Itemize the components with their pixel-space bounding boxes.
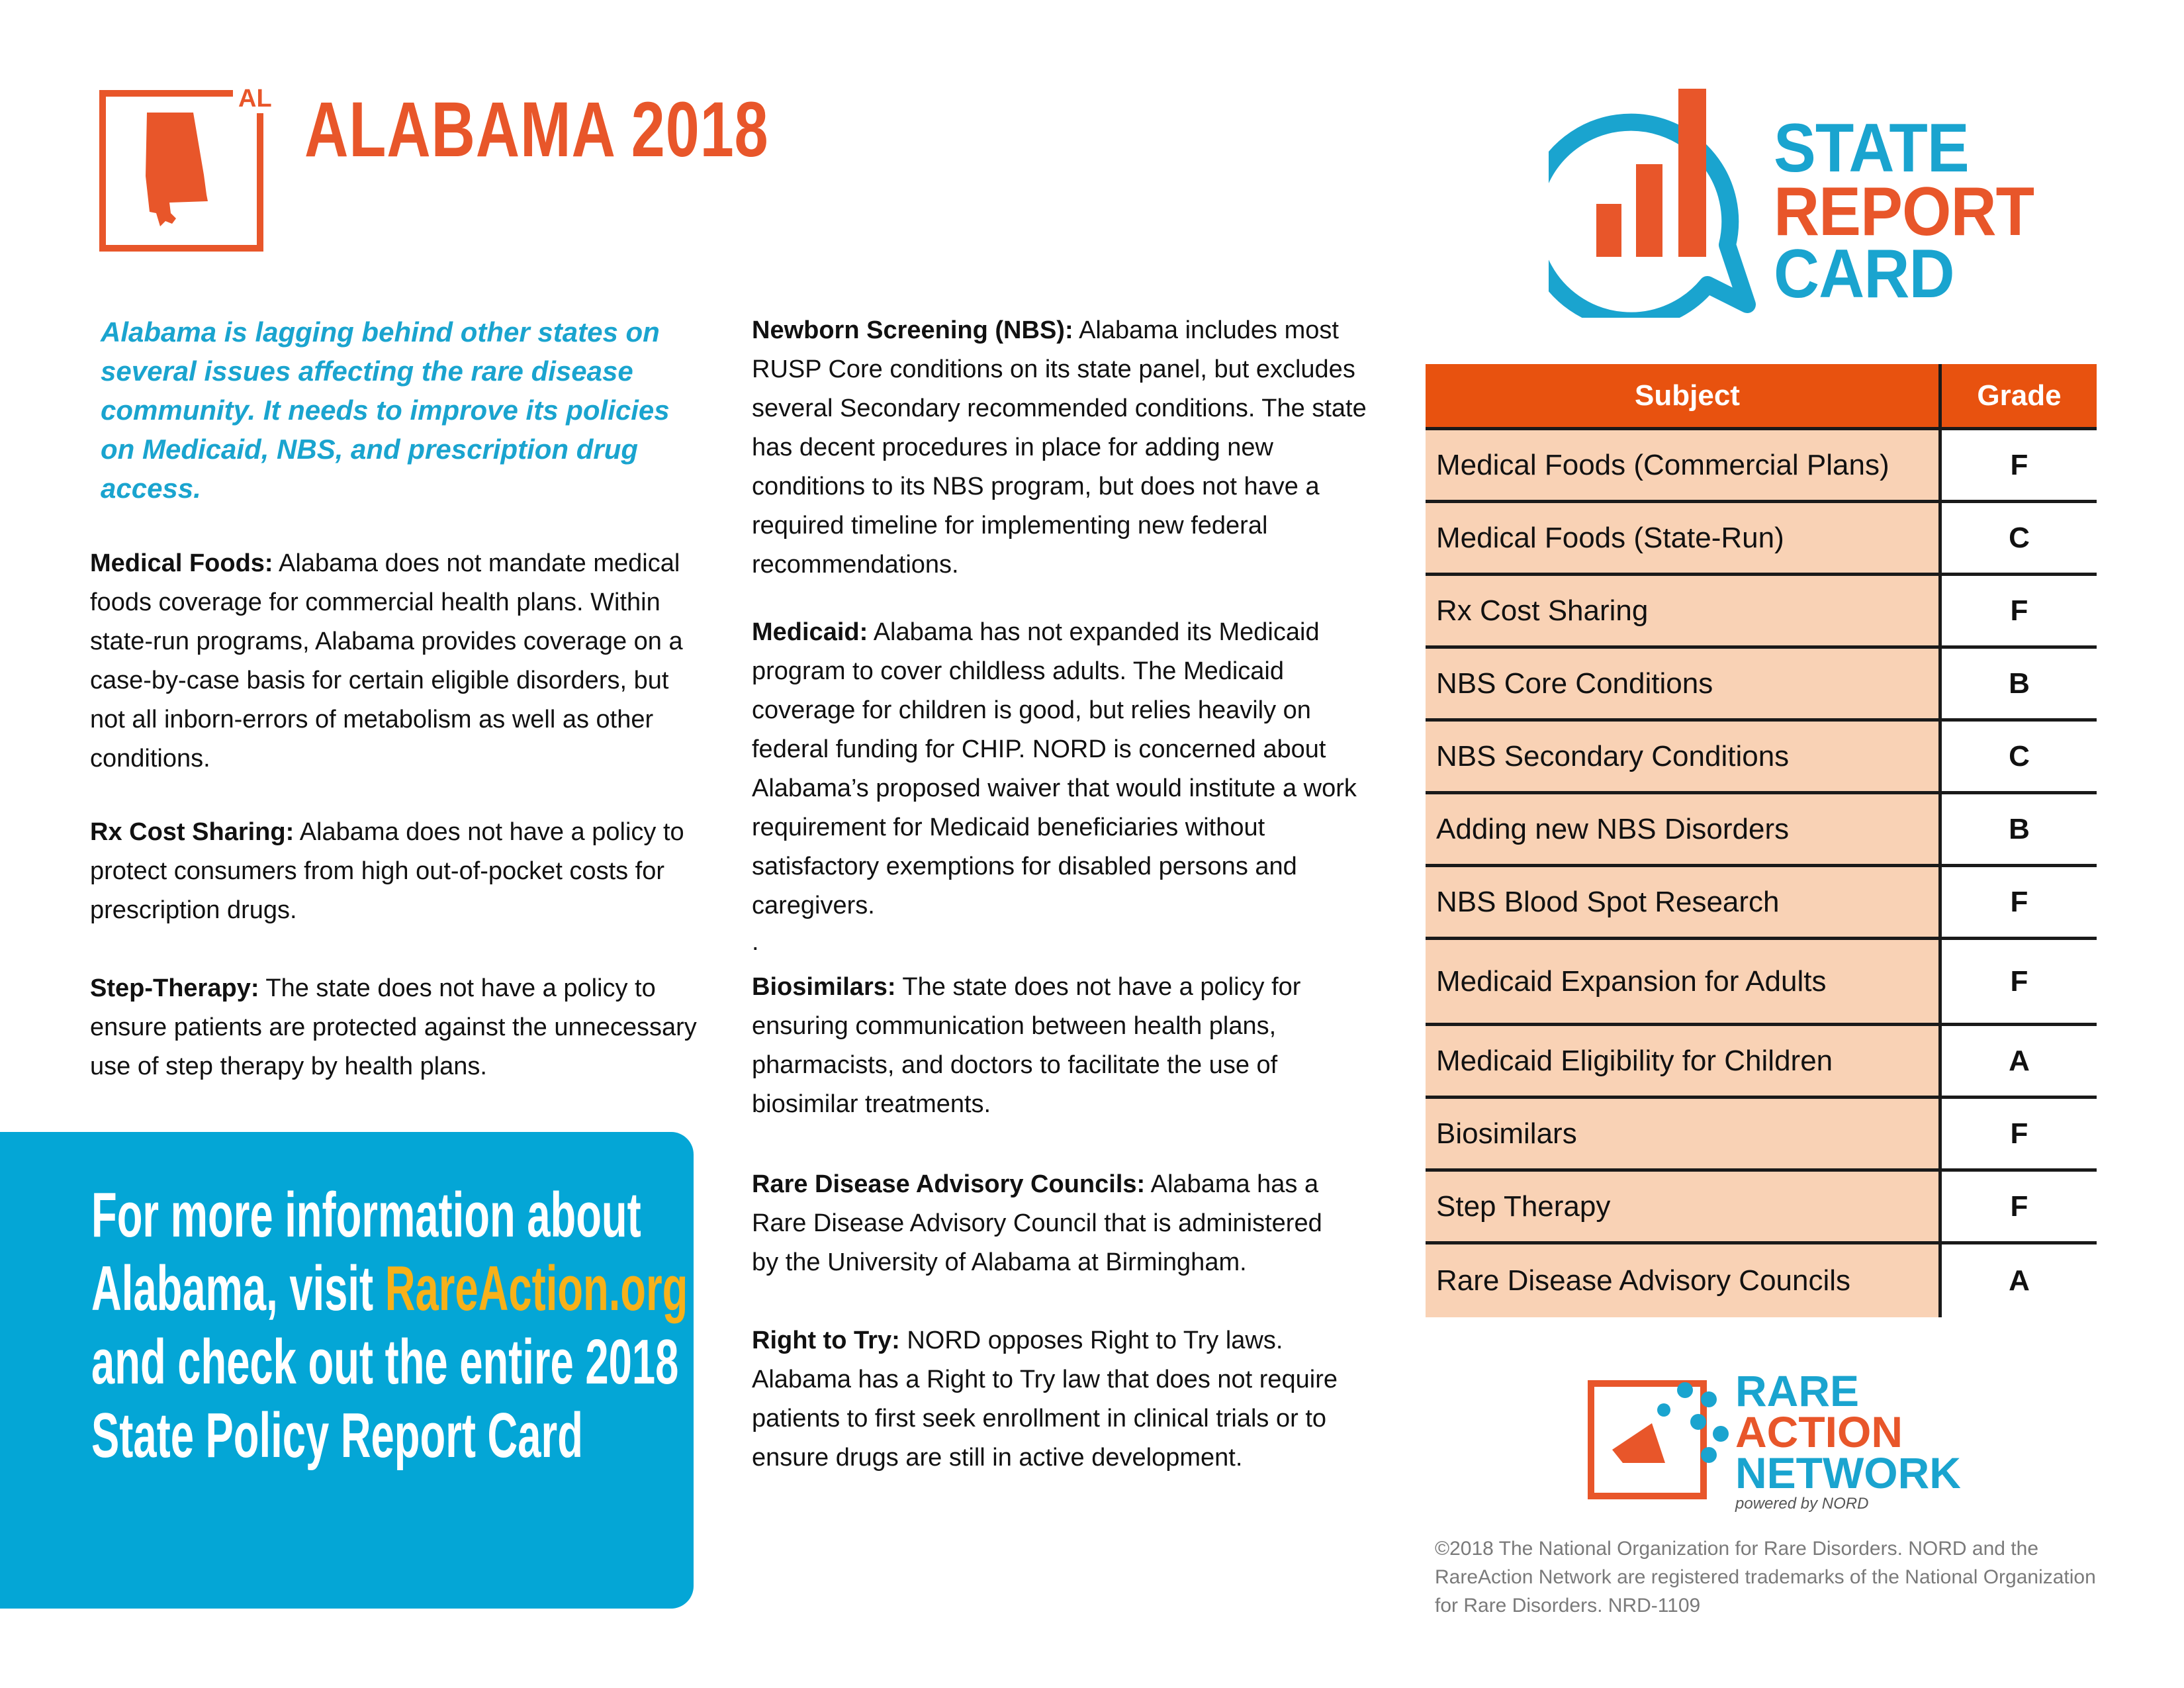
section-heading: Newborn Screening (NBS): — [752, 316, 1073, 344]
row-grade: F — [1938, 576, 2097, 645]
table-row — [1426, 722, 2097, 794]
row-grade: F — [1938, 1172, 2097, 1241]
rare-logo-word-network: NETWORK — [1735, 1448, 1961, 1497]
row-subject: Step Therapy — [1426, 1172, 1938, 1241]
section-heading: Medical Foods: — [90, 549, 273, 577]
table-row — [1426, 649, 2097, 722]
row-grade: A — [1938, 1026, 2097, 1096]
row-grade: F — [1938, 940, 2097, 1023]
section-right-to-try — [752, 1321, 1374, 1477]
section-medical-foods — [90, 544, 699, 778]
state-report-card-logo — [1549, 86, 2065, 318]
info-text-after: and check out the entire 2018 State Policy Report Card — [91, 1327, 679, 1471]
row-subject: NBS Core Conditions — [1426, 649, 1938, 718]
column-header-grade: Grade — [1938, 364, 2097, 427]
table-row — [1426, 867, 2097, 940]
row-subject: Medical Foods (Commercial Plans) — [1426, 430, 1938, 500]
table-header-row — [1426, 364, 2097, 430]
section-heading: Rx Cost Sharing: — [90, 818, 295, 846]
row-grade: F — [1938, 430, 2097, 500]
grade-table — [1426, 364, 2097, 1317]
row-subject: Biosimilars — [1426, 1099, 1938, 1168]
row-subject: NBS Secondary Conditions — [1426, 722, 1938, 791]
state-abbreviation: AL — [233, 85, 277, 113]
copyright-notice: ©2018 The National Organization for Rare Disorders. NORD and the RareAction Network are registered trademarks of the National Organization for Rare Disorders. NRD-1109 — [1435, 1538, 2096, 1617]
row-grade: F — [1938, 867, 2097, 937]
logo-word-state: STATE — [1774, 110, 1969, 187]
row-subject: Rare Disease Advisory Councils — [1426, 1244, 1938, 1317]
row-subject: Medicaid Eligibility for Children — [1426, 1026, 1938, 1096]
row-subject: NBS Blood Spot Research — [1426, 867, 1938, 937]
section-body: NORD opposes Right to Try laws. Alabama has a Right to Try law that does not require patients to first seek enrollment in clinical trials or to ensure drugs are still in active development. — [752, 1327, 1338, 1472]
alabama-map-icon — [106, 97, 257, 245]
section-heading: Medicaid: — [752, 618, 868, 646]
table-row — [1426, 1026, 2097, 1099]
column-header-subject: Subject — [1426, 364, 1938, 427]
row-grade: A — [1938, 1244, 2097, 1317]
section-body: Alabama does not mandate medical foods coverage for commercial health plans. Within state-run programs, Alabama provides coverage on a case-by-case basis for certain eligible disorders, but not all inborn-errors of metabolism as well as other conditions. — [90, 549, 683, 773]
section-body: Alabama does not have a policy to protect consumers from high out-of-pocket costs for prescription drugs. — [90, 818, 684, 924]
row-grade: B — [1938, 649, 2097, 718]
stray-dot: . — [752, 928, 759, 956]
page-title: ALABAMA 2018 — [304, 86, 769, 173]
table-row — [1426, 1099, 2097, 1172]
powered-by-nord: powered by NORD — [1735, 1495, 1869, 1513]
section-medicaid — [752, 613, 1374, 925]
row-grade: F — [1938, 1099, 2097, 1168]
section-body: Alabama has a Rare Disease Advisory Council that is administered by the University of Alabama at Birmingham. — [752, 1170, 1322, 1276]
section-body: The state does not have a policy for ensuring communication between health plans, pharmacists, and doctors to facilitate the use of biosimilar treatments. — [752, 973, 1301, 1118]
section-body: Alabama has not expanded its Medicaid program to cover childless adults. The Medicaid coverage for children is good, but relies heavily on federal funding for CHIP. NORD is concerned about Alabama’s proposed waiver that would institute a work requirement for Medicaid beneficiaries without satisfactory exemptions for disabled persons and caregivers. — [752, 618, 1357, 919]
section-rare-disease-advisory-councils — [752, 1165, 1347, 1282]
table-row — [1426, 1172, 2097, 1244]
row-subject: Medical Foods (State-Run) — [1426, 503, 1938, 573]
section-body: Alabama includes most RUSP Core conditions on its state panel, but excludes several Secondary recommended conditions. The state has decent procedures in place for adding new conditions to its NBS program, but does not have a required timeline for implementing new federal recommendations. — [752, 316, 1367, 579]
logo-word-report: REPORT — [1774, 173, 2034, 250]
row-grade: B — [1938, 794, 2097, 864]
row-subject: Rx Cost Sharing — [1426, 576, 1938, 645]
section-heading: Right to Try: — [752, 1327, 900, 1354]
logo-word-card: CARD — [1774, 236, 1954, 312]
section-newborn-screening — [752, 311, 1374, 585]
table-row — [1426, 430, 2097, 503]
info-text-before: For more information about Alabama, visit — [91, 1180, 641, 1324]
row-subject: Medicaid Expansion for Adults — [1426, 940, 1938, 1023]
section-body: The state does not have a policy to ensure patients are protected against the unnecessary use of step therapy by health plans. — [90, 974, 697, 1080]
rareaction-link[interactable]: RareAction.org — [385, 1253, 688, 1324]
rare-logo-word-action: ACTION — [1735, 1407, 1903, 1456]
table-row — [1426, 794, 2097, 867]
rare-action-network-logo — [1586, 1364, 2009, 1516]
table-row — [1426, 503, 2097, 576]
megaphone-icon — [1586, 1370, 1738, 1503]
section-step-therapy — [90, 969, 699, 1086]
rare-logo-word-rare: RARE — [1735, 1366, 1860, 1415]
row-grade: C — [1938, 722, 2097, 791]
intro-summary: Alabama is lagging behind other states on several issues affecting the rare disease community. It needs to improve its policies on Medicaid, NBS, and prescription drug access. — [101, 316, 670, 504]
section-heading: Biosimilars: — [752, 973, 896, 1001]
state-badge-frame — [99, 90, 263, 252]
section-heading: Step-Therapy: — [90, 974, 259, 1002]
table-row — [1426, 940, 2097, 1026]
table-row — [1426, 1244, 2097, 1317]
bar-chart-bubble-icon — [1549, 86, 1774, 318]
section-biosimilars — [752, 968, 1347, 1124]
table-row — [1426, 576, 2097, 649]
row-subject: Adding new NBS Disorders — [1426, 794, 1938, 864]
section-heading: Rare Disease Advisory Councils: — [752, 1170, 1146, 1198]
row-grade: C — [1938, 503, 2097, 573]
info-callout-text — [91, 1178, 703, 1472]
section-rx-cost-sharing — [90, 813, 705, 930]
